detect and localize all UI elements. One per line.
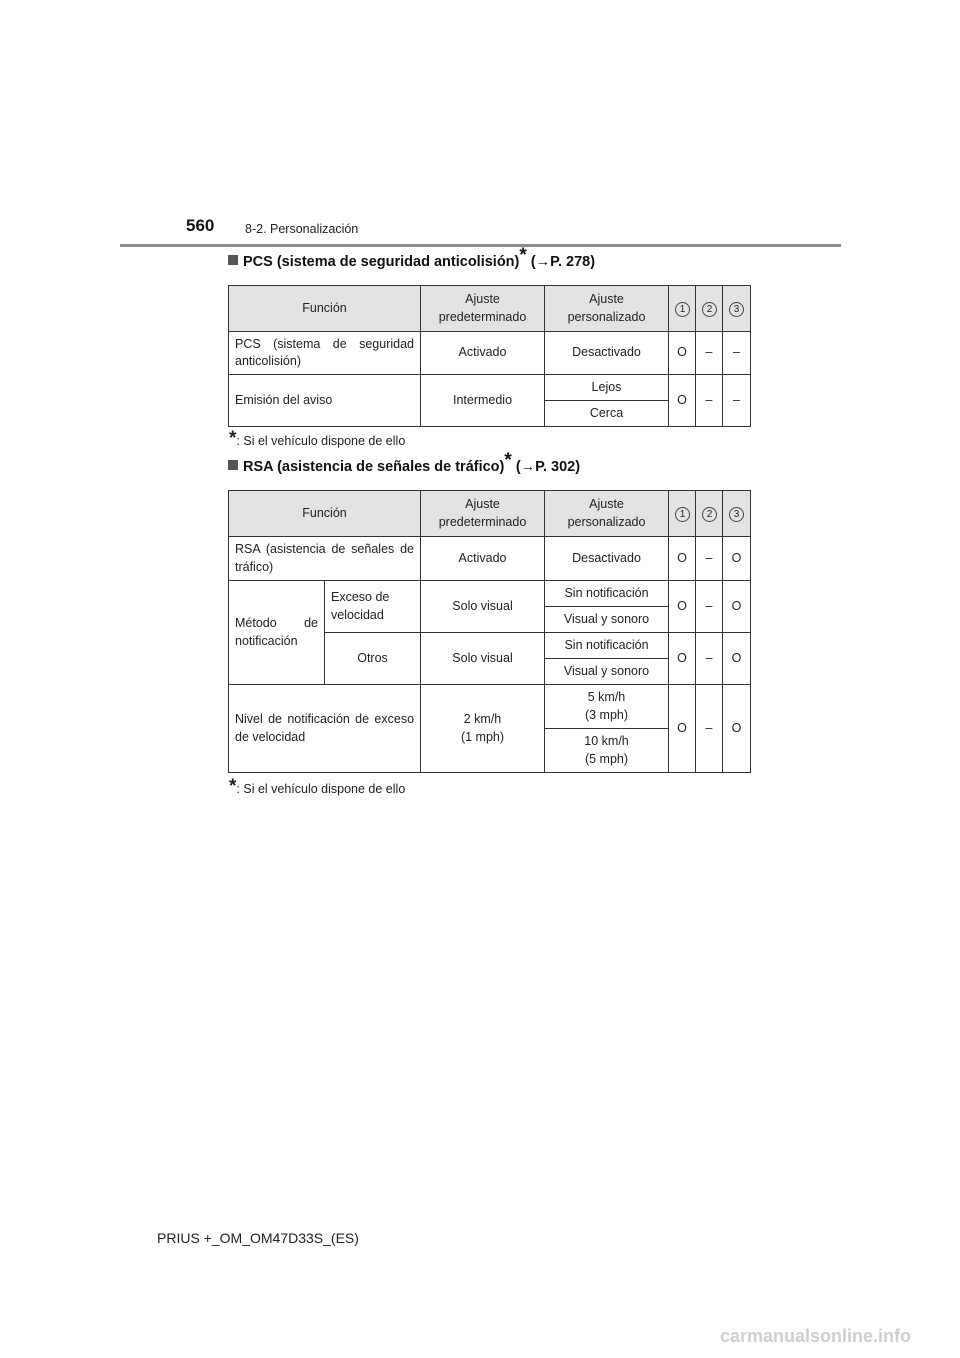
cell-pred: Solo visual: [421, 633, 545, 685]
cell-m2: –: [696, 375, 723, 427]
cell-m1: O: [669, 537, 696, 581]
header-rule: [120, 244, 841, 247]
col-funcion: Función: [229, 491, 421, 537]
cell-m2: –: [696, 537, 723, 581]
col-1: [669, 491, 696, 537]
asterisk-mark: *: [229, 776, 237, 797]
cell-pers: Lejos: [545, 375, 669, 401]
cell-metodo: Método de notificación: [229, 581, 325, 685]
square-bullet-icon: [228, 255, 238, 265]
table-header-row: [229, 286, 751, 332]
circle-number-icon: 2: [702, 507, 717, 522]
cell-m2: –: [696, 332, 723, 375]
document-code: PRIUS +_OM_OM47D33S_(ES): [157, 1230, 359, 1246]
circle-number-icon: 1: [675, 302, 690, 317]
table-header-row: [229, 491, 751, 537]
pcs-page-ref: (→P. 278): [530, 254, 596, 270]
col-ajuste-personalizado: Ajuste personalizado: [545, 286, 669, 332]
pcs-heading: [228, 245, 596, 270]
circle-number-icon: 1: [675, 507, 690, 522]
pcs-title: PCS (sistema de seguridad anticolisión): [243, 254, 520, 270]
cell-pred: Solo visual: [421, 581, 545, 633]
cell-pers: Visual y sonoro: [545, 659, 669, 685]
pers-line1: 5 km/h: [587, 690, 626, 704]
cell-pers: [545, 729, 669, 773]
pers-line2: (3 mph): [584, 707, 629, 722]
table-row: [229, 581, 751, 607]
cell-m2: –: [696, 633, 723, 685]
cell-pred: Activado: [421, 537, 545, 581]
cell-funcion: RSA (asistencia de señales de tráfico): [229, 537, 421, 581]
rsa-table: [228, 490, 751, 773]
table-row: [229, 375, 751, 401]
cell-m1: O: [669, 685, 696, 773]
cell-pers: Desactivado: [545, 332, 669, 375]
cell-m3: –: [723, 332, 751, 375]
table-row: [229, 537, 751, 581]
cell-pers: Sin notificación: [545, 633, 669, 659]
cell-pred: [421, 685, 545, 773]
cell-pers: [545, 685, 669, 729]
square-bullet-icon: [228, 460, 238, 470]
page-number: 560: [186, 216, 215, 235]
cell-otros: Otros: [325, 633, 421, 685]
footnote-text: : Si el vehículo dispone de ello: [236, 434, 406, 448]
cell-m1: O: [669, 633, 696, 685]
cell-pred: Activado: [421, 332, 545, 375]
circle-number-icon: 2: [702, 302, 717, 317]
asterisk-mark: *: [229, 428, 237, 449]
pred-line1: 2 km/h: [463, 712, 502, 726]
cell-m2: –: [696, 581, 723, 633]
cell-m2: –: [696, 685, 723, 773]
col-2: [696, 286, 723, 332]
cell-pers: Visual y sonoro: [545, 607, 669, 633]
asterisk-mark: *: [519, 245, 527, 266]
watermark: carmanualsonline.info: [720, 1326, 912, 1346]
cell-pers: Sin notificación: [545, 581, 669, 607]
cell-m3: –: [723, 375, 751, 427]
col-2: [696, 491, 723, 537]
cell-funcion: Emisión del aviso: [229, 375, 421, 427]
cell-m3: O: [723, 537, 751, 581]
col-3: [723, 286, 751, 332]
circle-number-icon: 3: [729, 302, 744, 317]
cell-m3: O: [723, 581, 751, 633]
table-row: [229, 685, 751, 729]
rsa-title: RSA (asistencia de señales de tráfico): [243, 459, 505, 475]
circle-number-icon: 3: [729, 507, 744, 522]
cell-pers: Desactivado: [545, 537, 669, 581]
cell-m1: O: [669, 375, 696, 427]
pers-line2: (5 mph): [584, 751, 629, 766]
rsa-page-ref: (→P. 302): [515, 459, 581, 475]
cell-exceso: Exceso de velocidad: [325, 581, 421, 633]
cell-funcion: PCS (sistema de seguridad anticolisión): [229, 332, 421, 375]
col-ajuste-predeterminado: Ajuste predeterminado: [421, 286, 545, 332]
cell-m1: O: [669, 581, 696, 633]
col-3: [723, 491, 751, 537]
pred-line2: (1 mph): [460, 729, 505, 744]
footnote-text: : Si el vehículo dispone de ello: [236, 782, 406, 796]
cell-m3: O: [723, 633, 751, 685]
col-ajuste-personalizado: Ajuste personalizado: [545, 491, 669, 537]
table-row: [229, 332, 751, 375]
cell-m1: O: [669, 332, 696, 375]
asterisk-mark: *: [504, 450, 512, 471]
pcs-footnote: [229, 428, 406, 449]
col-1: [669, 286, 696, 332]
pcs-table: [228, 285, 751, 427]
rsa-heading: [228, 450, 581, 475]
cell-pers: Cerca: [545, 401, 669, 427]
cell-pred: Intermedio: [421, 375, 545, 427]
cell-nivel: Nivel de notificación de exceso de velocidad: [229, 685, 421, 773]
col-funcion: Función: [229, 286, 421, 332]
rsa-footnote: [229, 776, 406, 797]
pers-line1: 10 km/h: [584, 734, 629, 748]
cell-m3: O: [723, 685, 751, 773]
section-title: 8-2. Personalización: [245, 222, 359, 236]
col-ajuste-predeterminado: Ajuste predeterminado: [421, 491, 545, 537]
